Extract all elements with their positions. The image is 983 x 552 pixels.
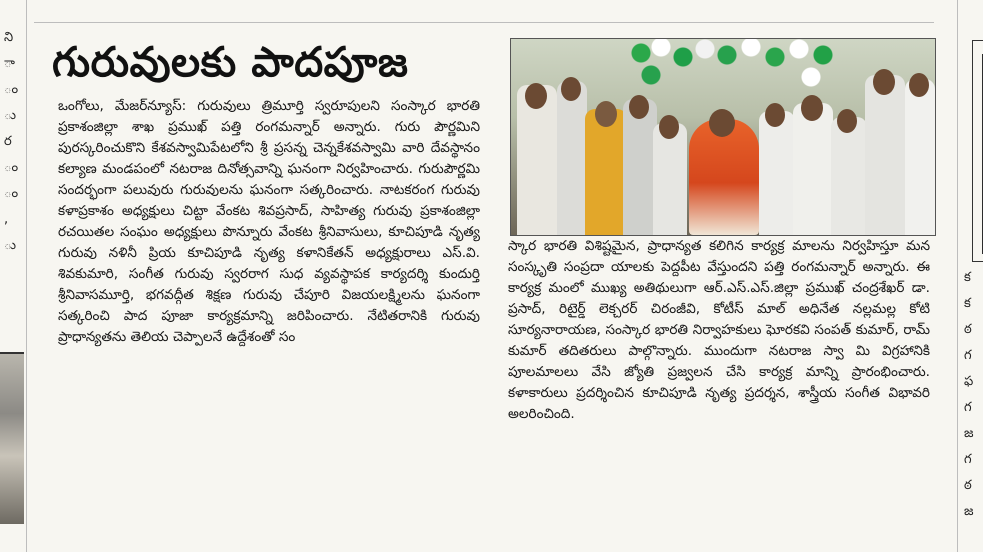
event-photo <box>510 38 936 236</box>
article-headline: గురువులకు పాదపూజ <box>52 38 409 86</box>
article-body-column-1 <box>58 96 480 348</box>
article-paragraph-2: స్కార భారతి విశిష్టమైన, ప్రాధాన్యత కలిగిన కార్యక్ర మాలను నిర్వహిస్తూ మన సంస్కృతి సంప్రదా యాలకు పెద్దపీట వేస్తుందని పత్తి రంగమన్నార్ అన్నారు. ఈ కార్యక్ర మంలో ముఖ్య అతిథులుగా ఆర్.ఎస్.ఎస్.జిల్లా ప్రముఖ్ చంద్రశేఖర్ డా. ప్రసాద్, రిటైర్డ్ లెక్చరర్ చిరంజీవి, కోటీస్ మాల్ అధినేత నల్లమల్ల కోటి సూర్యనారాయణ, సంస్కార భారతి నిర్వాహకులు ఘోరకవి సంపత్ కుమార్, రామ్ కుమార్ తదితరులు పాల్గొన్నారు. ముందుగా నటరాజ స్వా మి విగ్రహానికి పూలమాలలు వేసి జ్యోతి ప్రజ్వలన చేసి కార్యక్ర మాన్ని ప్రారంభించారు. కళాకారులు ప్రదర్శించిన కూచిపూడి నృత్య ప్రదర్శన, శాస్త్రీయ సంగీత విభావరి అలరించింది. <box>508 238 930 422</box>
adjacent-column-left: ని ా ం ు ర ం ం , ు <box>0 0 27 552</box>
previous-article-edge <box>34 0 934 23</box>
article-paragraph-1: ఒంగోలు, మేజర్‌న్యూస్: గురువులు త్రిమూర్తి స్వరూపులని సంస్కార భారతి ప్రకాశంజిల్లా శాఖ ప్రముఖ్ పత్తి రంగమన్నార్ అన్నారు. గురు పౌర్ణమిని పురస్కరించుకొని కేశవస్వామిపేటలోని శ్రీ ప్రసన్న చెన్నకేశవస్వామి వారి దేవస్థానం కల్యాణ మండపంలో నటరాజ దినోత్సవాన్ని ఘనంగా నిర్వహించారు. గురుపౌర్ణమి సందర్భంగా పలువురు గురువులను ఘనంగా సత్కరించారు. నాటకరంగ గురువు కళాప్రకాశం అధ్యక్షులు చిట్టా వేంకట శివప్రసాద్, సాహిత్య గురువు ప్రకాశంజిల్లా రచయితల సంఘం అధ్యక్షులు పొన్నూరు వేంకట శ్రీనివాసులు, కూచిపూడి నృత్య గురువు నళినీ ప్రియ కూచిపూడి నృత్య కళానికేతన్ అధ్యక్షురాలు ఎస్.వి. శివకుమారి, సంగీత గురువు స్వరరాగ సుధ వ్యవస్థాపక కార్యదర్శి కుందుర్తి శ్రీనివాసమూర్తి, భగవద్గీత శిక్షణ గురువు చేపూరి విజయలక్ష్మిలను ఘనంగా సత్కరించి పాద పూజా కార్యక్రమాన్ని జరిపించారు. నేటితరానికి గురువు ప్రాధాన్యతను తెలియ చెప్పాలనే ఉద్దేశంతో సం <box>58 98 480 345</box>
adjacent-photo-left <box>0 352 24 524</box>
adjacent-column-right: క క ఠ గ ఫ గ జ గ ఠ జ <box>957 0 983 552</box>
balloon-decoration <box>631 39 841 99</box>
article-body-column-2 <box>508 236 930 425</box>
